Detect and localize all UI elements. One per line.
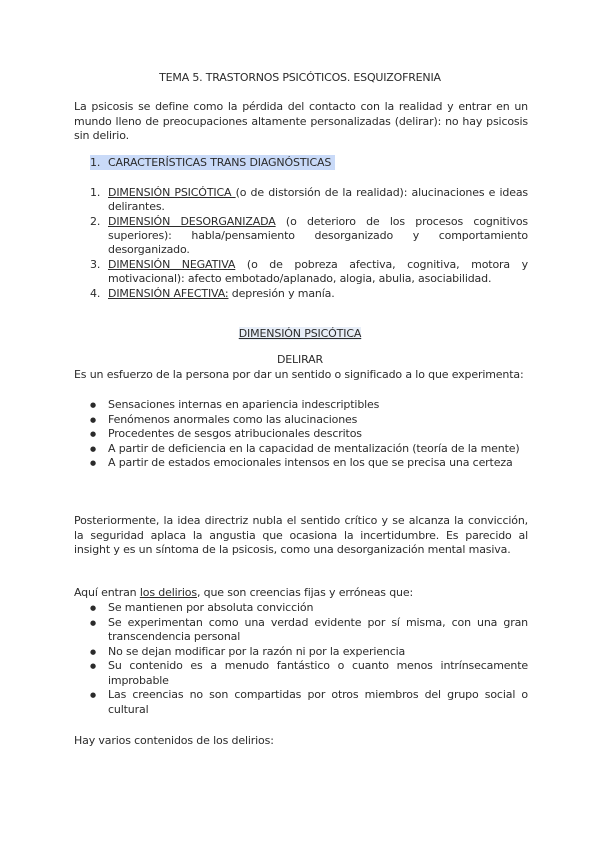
list-item: ● A partir de deficiencia en la capacidad de mentalización (teoría de la mente) [108, 442, 528, 457]
document-title: TEMA 5. TRASTORNOS PSICÓTICOS. ESQUIZOFRENIA [159, 71, 441, 84]
list-number: 3. [90, 258, 101, 271]
list-item: ● Fenómenos anormales como las alucinaciones [108, 413, 528, 428]
dimension-desc: (o de distorsión de la realidad): alucinaciones e ideas delirantes. [108, 186, 529, 213]
list-item: ● Sensaciones internas en apariencia indescriptibles [108, 398, 528, 413]
dimension-desc: (o de pobreza afectiva, cognitiva, motora y motivacional): afecto embotado/aplanado, alogia, abulia, asociabilidad. [108, 258, 528, 285]
list-number: 1. [90, 186, 101, 199]
list-item: ● Se mantienen por absoluta convicción [108, 601, 528, 616]
section-heading-caracteristicas [90, 155, 335, 170]
list-item: ● Las creencias no son compartidas por otros miembros del grupo social o cultural [108, 688, 528, 717]
dimension-name: DIMENSIÓN AFECTIVA: [108, 287, 229, 300]
dimension-item [90, 258, 528, 286]
intro-paragraph: La psicosis se define como la pérdida del contacto con la realidad y entrar en un mundo lleno de preocupaciones altamente personalizadas (delirar): no hay psicosis sin delirio. [74, 100, 528, 142]
section-label: CARACTERÍSTICAS TRANS DIAGNÓSTICAS [108, 156, 332, 169]
dimension-desc: (o deterioro de los procesos cognitivos superiores): habla/pensamiento desorganizado y comportamiento desorganizado. [108, 215, 528, 256]
delirar-intro: Es un esfuerzo de la persona por dar un sentido o significado a lo que experimenta: [74, 368, 524, 381]
section-heading-text: DIMENSIÓN PSICÓTICA [238, 327, 362, 340]
delirios-intro-after: , que son creencias fijas y erróneas que: [196, 586, 414, 599]
delirar-list [108, 398, 528, 471]
contenidos-paragraph: Hay varios contenidos de los delirios: [74, 734, 274, 747]
delirar-heading: DELIRAR [276, 353, 324, 366]
list-item: ● No se dejan modificar por la razón ni por la experiencia [108, 645, 528, 660]
delirios-link-text: los delirios [139, 586, 197, 599]
dimension-desc: depresión y manía. [228, 287, 335, 300]
list-item: ● Su contenido es a menudo fantástico o cuanto menos intrínsecamente improbable [108, 659, 528, 688]
list-number: 4. [90, 287, 101, 300]
list-item: ● A partir de estados emocionales intensos en los que se precisa una certeza [108, 456, 528, 471]
dimensions-list [90, 186, 529, 301]
section-number: 1. [90, 156, 101, 169]
delirios-intro [74, 586, 528, 601]
delirios-intro-before: Aquí entran [74, 586, 140, 599]
delirios-list [108, 601, 528, 717]
dimension-item [90, 215, 528, 257]
dimension-item [90, 186, 529, 214]
list-number: 2. [90, 215, 101, 228]
list-item: ● Procedentes de sesgos atribucionales descritos [108, 427, 528, 442]
list-item: ● Se experimentan como una verdad evidente por sí misma, con una gran transcendencia personal [108, 616, 528, 645]
posteriormente-paragraph: Posteriormente, la idea directriz nubla el sentido crítico y se alcanza la convicción, la seguridad aplaca la angustia que ocasiona la incertidumbre. Es parecido al insight y es un síntoma de la psicosis, como una desorganización mental masiva. [74, 514, 528, 556]
dimension-name: DIMENSIÓN NEGATIVA [108, 258, 236, 271]
section-heading-psicotica [0, 327, 600, 340]
dimension-name: DIMENSIÓN DESORGANIZADA [108, 215, 276, 228]
dimension-item [90, 287, 528, 301]
dimension-name: DIMENSIÓN PSICÓTICA [108, 186, 236, 199]
